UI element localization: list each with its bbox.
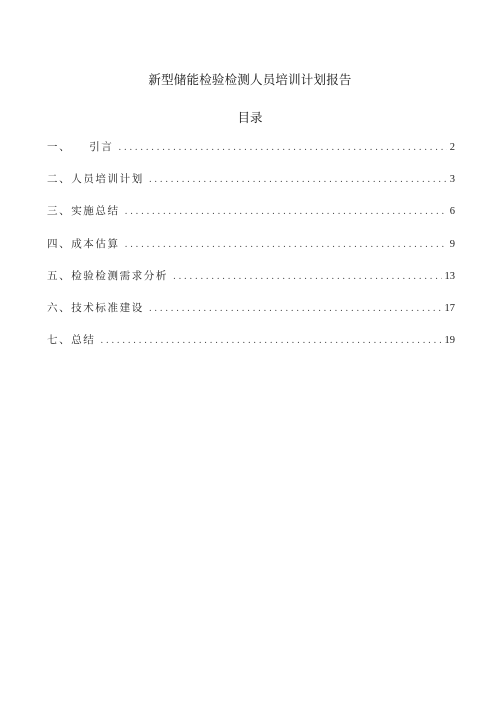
toc-dot-leader <box>173 272 441 282</box>
toc-entry-title: 技术标准建设 <box>71 301 144 314</box>
toc-entry-number: 四、 <box>47 237 72 250</box>
toc-entry-page-number: 2 <box>449 142 455 153</box>
toc-entry-cost-estimate[interactable] <box>47 236 455 268</box>
toc-entry-page-number: 13 <box>444 270 455 282</box>
toc-entry-title: 检验检测需求分析 <box>71 269 169 282</box>
toc-entry-title: 实施总结 <box>71 205 120 218</box>
toc-entry-introduction[interactable] <box>47 139 455 171</box>
toc-entry-label <box>47 332 97 347</box>
toc-entry-number: 二、 <box>47 173 72 186</box>
toc-dot-leader <box>100 336 441 346</box>
toc-entry-implementation-summary[interactable] <box>47 203 455 235</box>
toc-entry-number: 六、 <box>47 301 72 314</box>
toc-entry-page-number: 9 <box>449 238 455 250</box>
toc-entry-page-number: 19 <box>444 335 455 347</box>
toc-dot-leader <box>149 304 442 314</box>
toc-heading: 目录 <box>237 110 263 125</box>
toc-entry-title: 引言 <box>89 141 114 153</box>
toc-entry-label <box>47 300 146 315</box>
toc-dot-leader <box>149 175 447 185</box>
toc-entry-label <box>47 203 122 218</box>
table-of-contents <box>47 139 455 364</box>
toc-entry-title: 成本估算 <box>71 237 120 250</box>
toc-entry-number: 一、 <box>47 141 72 153</box>
toc-entry-page-number: 3 <box>449 174 455 186</box>
toc-dot-leader <box>125 240 447 250</box>
toc-entry-page-number: 17 <box>444 302 455 314</box>
toc-dot-leader <box>125 207 447 217</box>
toc-entry-label <box>47 236 122 251</box>
toc-entry-personnel-training-plan[interactable] <box>47 171 455 203</box>
toc-entry-number: 三、 <box>47 205 72 218</box>
toc-entry-testing-demand-analysis[interactable] <box>47 268 455 300</box>
toc-entry-number: 七、 <box>47 334 72 347</box>
toc-entry-page-number: 6 <box>449 206 455 218</box>
toc-entry-number: 五、 <box>47 269 72 282</box>
toc-entry-label <box>47 139 115 154</box>
toc-entry-title: 总结 <box>71 334 96 347</box>
toc-dot-leader <box>118 143 446 153</box>
toc-entry-technical-standards[interactable] <box>47 300 455 332</box>
toc-entry-label <box>47 171 146 186</box>
toc-entry-label <box>47 268 170 283</box>
toc-entry-conclusion[interactable] <box>47 332 455 364</box>
document-title: 新型储能检验检测人员培训计划报告 <box>148 72 352 87</box>
toc-entry-title: 人员培训计划 <box>71 173 144 186</box>
